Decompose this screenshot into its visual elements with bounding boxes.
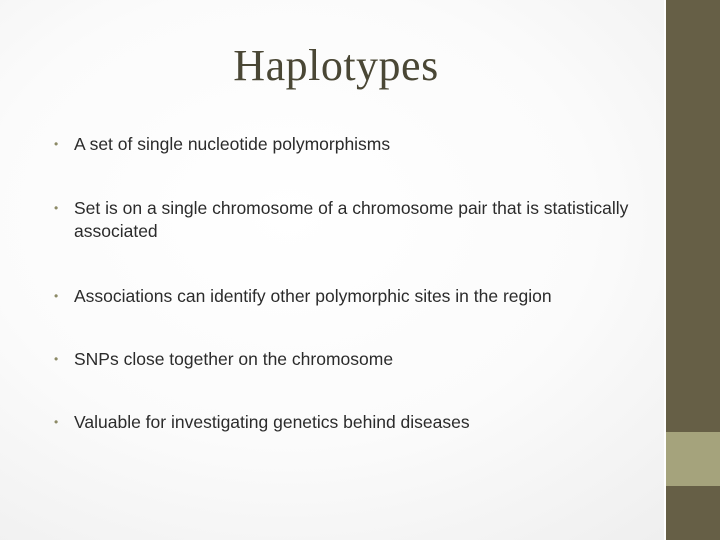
bullet-marker-icon: • (54, 289, 59, 303)
sidebar-accent-block (666, 432, 720, 486)
bullet-marker-icon: • (54, 352, 59, 366)
bullet-marker-icon: • (54, 137, 59, 151)
bullet-text: Associations can identify other polymorphic sites in the region (74, 286, 552, 306)
bullet-item (50, 197, 650, 243)
bullet-text: Valuable for investigating genetics behind diseases (74, 412, 470, 432)
bullet-item (50, 285, 650, 308)
bullet-item (50, 133, 650, 156)
bullet-text: A set of single nucleotide polymorphisms (74, 134, 391, 154)
slide-title: Haplotypes (233, 41, 439, 90)
bullet-item (50, 411, 650, 434)
bullet-marker-icon: • (54, 201, 59, 215)
bullet-text: SNPs close together on the chromosome (74, 349, 394, 369)
bullet-item (50, 348, 650, 371)
bullet-marker-icon: • (54, 415, 59, 429)
bullet-text: Set is on a single chromosome of a chromosome pair that is statistically associated (74, 198, 629, 241)
